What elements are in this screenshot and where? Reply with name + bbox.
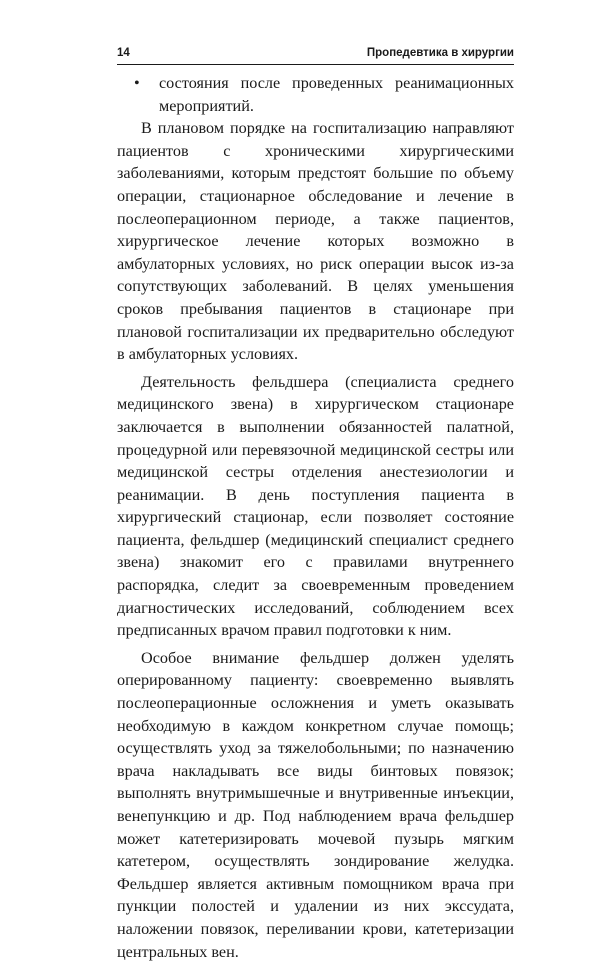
header-rule <box>117 64 514 65</box>
paragraph: В плановом порядке на госпитализацию направляют пациентов с хроническими хирургическими заболеваниями, которым предстоят большие по объему операции, стационарное обследование и лечение в послеоперационном периоде, а также пациентов, хирургическое лечение которых возможно в амбулаторных условиях, но риск операции высок из-за сопутствующих заболеваний. В целях уменьшения сроков пребывания пациентов в стационаре при плановой госпитализации их предварительно обследуют в амбулаторных условиях. <box>117 119 514 364</box>
paragraph: Деятельность фельдшера (специалиста среднего медицинского звена) в хирургическом стационаре заключается в выполнении обязанностей палатной, процедурной или перевязочной медицинской сестры или медицинской сестры отделения анестезиологии и реанимации. В день поступления пациента в хирургический стационар, если позволяет состояние пациента, фельдшер (медицинский специалист среднего звена) знакомит его с правилами внутреннего распорядка, следит за своевременным проведением диагностических исследований, соблюдением всех предписанных врачом правил подготовки к ним. <box>117 372 514 640</box>
running-title: Пропедевтика в хирургии <box>366 47 514 59</box>
page-number: 14 <box>117 47 130 59</box>
paragraph: Особое внимание фельдшер должен уделять оперированному пациенту: своевременно выявлять послеоперационные осложнения и уметь оказывать необходимую в каждом конкретном случае помощь; осуществлять уход за тяжелобольными; по назначению врача накладывать все виды бинтовых повязок; выполнять внутримышечные и внутривенные инъекции, венепункцию и др. Под наблюдением врача фельдшер может катетеризировать мочевой пузырь мягким катетером, осуществлять зондирование желудка. Фельдшер является активным помощником врача при пункции полостей и удалении из них экссудата, наложении повязок, переливании крови, катетеризации центральных вен. <box>117 648 514 961</box>
running-header <box>117 47 514 65</box>
bullet-item <box>117 72 514 117</box>
bullet-marker: • <box>134 74 140 92</box>
page-body <box>117 72 514 963</box>
bullet-text: состояния после проведенных реанимационных мероприятий. <box>159 74 514 115</box>
